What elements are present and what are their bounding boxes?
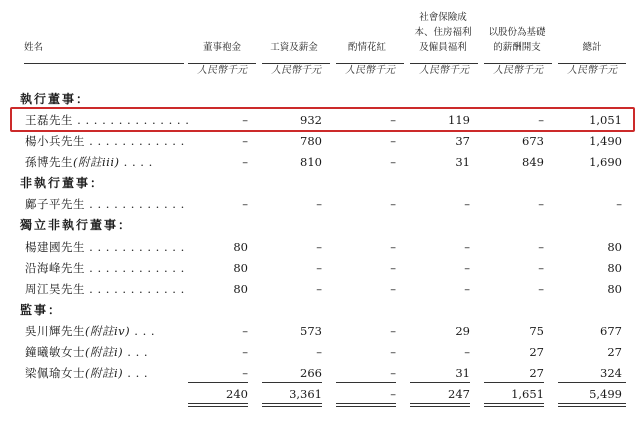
total-rule-2: [262, 382, 322, 383]
person-name: 周江昊先生: [25, 282, 85, 296]
leader-dots: . . . . . . . . . . . .: [85, 261, 185, 275]
double-rule-5a: [484, 403, 544, 404]
table-cell: –: [316, 282, 322, 296]
table-cell: –: [242, 197, 248, 211]
table-cell: –: [242, 155, 248, 169]
total-cell: –: [390, 387, 396, 401]
table-cell: –: [464, 282, 470, 296]
table-cell: –: [316, 261, 322, 275]
footnote-ref: (附註i): [85, 345, 124, 359]
total-rule-5: [484, 382, 544, 383]
table-cell: 31: [455, 155, 470, 169]
leader-dots: . . .: [130, 324, 156, 338]
table-cell: –: [390, 113, 396, 127]
person-name: 楊小兵先生: [25, 134, 85, 148]
table-cell: –: [390, 197, 396, 211]
table-cell: 780: [300, 134, 322, 148]
table-cell: 31: [455, 366, 470, 380]
footnote-ref: (附註i): [85, 366, 124, 380]
table-cell: –: [242, 324, 248, 338]
leader-dots: . . . . . . . . . . . . . .: [73, 113, 190, 127]
table-cell: 80: [233, 261, 248, 275]
row-name: [25, 322, 155, 340]
section-supervisors: 監事：: [20, 303, 63, 317]
table-cell: –: [464, 197, 470, 211]
unit-label: 人民幣千元: [197, 65, 247, 76]
table-cell: 677: [600, 324, 622, 338]
table-cell: 573: [300, 324, 322, 338]
unit-label: 人民幣千元: [493, 65, 543, 76]
name-column-header: 姓名: [24, 42, 44, 53]
table-cell: 80: [607, 240, 622, 254]
row-name: [25, 238, 185, 256]
table-cell: 27: [529, 345, 544, 359]
table-cell: –: [538, 113, 544, 127]
total-cell: 1,651: [511, 387, 544, 401]
table-cell: 75: [529, 324, 544, 338]
col-header-directors-fee: 董事袍金: [202, 42, 241, 53]
leader-dots: . . .: [123, 345, 149, 359]
table-cell: –: [242, 113, 248, 127]
col-header-share-based: 以股份為基礎 的薪酬開支: [488, 27, 546, 53]
table-cell: –: [464, 261, 470, 275]
table-cell: 849: [522, 155, 544, 169]
unit-label: 人民幣千元: [345, 65, 395, 76]
table-cell: 80: [607, 282, 622, 296]
total-cell: 240: [226, 387, 248, 401]
table-cell: 1,051: [589, 113, 622, 127]
leader-dots: . . . .: [119, 155, 153, 169]
table-cell: –: [390, 324, 396, 338]
table-cell: 27: [607, 345, 622, 359]
table-cell: –: [390, 345, 396, 359]
table-cell: 324: [600, 366, 622, 380]
person-name: 鄺子平先生: [25, 197, 85, 211]
table-cell: –: [538, 261, 544, 275]
leader-dots: . . . . . . . . . . . .: [85, 240, 185, 254]
footnote-ref: (附註iii): [73, 155, 120, 169]
table-cell: –: [464, 240, 470, 254]
table-cell: 37: [455, 134, 470, 148]
table-cell: –: [390, 366, 396, 380]
table-cell: 80: [233, 282, 248, 296]
table-cell: 80: [607, 261, 622, 275]
col-header-total: 總計: [582, 42, 602, 53]
double-rule-1b: [188, 406, 248, 407]
table-cell: 119: [448, 113, 470, 127]
table-cell: 673: [522, 134, 544, 148]
table-cell: 1,690: [589, 155, 622, 169]
double-rule-6a: [558, 403, 626, 404]
total-rule-4: [410, 382, 470, 383]
table-cell: –: [538, 282, 544, 296]
table-cell: –: [242, 134, 248, 148]
table-cell: 27: [529, 366, 544, 380]
row-name: [25, 343, 148, 361]
row-name: [25, 280, 185, 298]
table-cell: –: [390, 240, 396, 254]
table-cell: –: [538, 197, 544, 211]
unit-label: 人民幣千元: [567, 65, 617, 76]
total-cell: 5,499: [589, 387, 622, 401]
section-independent-directors: 獨立非執行董事：: [20, 218, 133, 232]
leader-dots: . . . . . . . . . . . .: [85, 282, 185, 296]
table-cell: –: [316, 345, 322, 359]
row-name: [25, 195, 185, 213]
double-rule-4b: [410, 406, 470, 407]
col-header-bonus: 酌情花紅: [347, 42, 386, 53]
table-cell: –: [242, 345, 248, 359]
table-cell: –: [390, 282, 396, 296]
person-name: 王磊先生: [25, 113, 73, 127]
person-name: 梁佩瑜女士: [25, 366, 85, 380]
double-rule-3a: [336, 403, 396, 404]
col-header-social-insurance: 社會保險成 本、住房福利 及僱員福利: [414, 12, 472, 53]
section-executive-directors: 執行董事：: [20, 92, 91, 106]
leader-dots: . . . . . . . . . . . .: [85, 134, 185, 148]
table-cell: –: [316, 197, 322, 211]
col-header-salaries: 工資及薪金: [270, 42, 318, 53]
footnote-ref: (附註iv): [85, 324, 131, 338]
table-cell: –: [316, 240, 322, 254]
table-cell: –: [390, 155, 396, 169]
table-cell: –: [390, 134, 396, 148]
table-cell: –: [242, 366, 248, 380]
total-rule-3: [336, 382, 396, 383]
total-rule-6: [558, 382, 626, 383]
table-cell: 1,490: [589, 134, 622, 148]
person-name: 吳川輝先生: [25, 324, 85, 338]
header-rule: [24, 63, 184, 64]
double-rule-1a: [188, 403, 248, 404]
person-name: 沿海峰先生: [25, 261, 85, 275]
table-cell: –: [464, 345, 470, 359]
table-cell: 80: [233, 240, 248, 254]
row-name: [25, 153, 153, 171]
double-rule-2b: [262, 406, 322, 407]
table-cell: –: [616, 197, 622, 211]
leader-dots: . . .: [123, 366, 149, 380]
double-rule-6b: [558, 406, 626, 407]
row-name: [25, 364, 148, 382]
double-rule-2a: [262, 403, 322, 404]
row-name: [25, 111, 189, 129]
double-rule-4a: [410, 403, 470, 404]
person-name: 孫博先生: [25, 155, 73, 169]
table-cell: 29: [455, 324, 470, 338]
unit-label: 人民幣千元: [271, 65, 321, 76]
person-name: 鐘曦敏女士: [25, 345, 85, 359]
table-cell: 932: [300, 113, 322, 127]
total-cell: 3,361: [289, 387, 322, 401]
table-cell: 266: [300, 366, 322, 380]
table-cell: –: [538, 240, 544, 254]
person-name: 楊建國先生: [25, 240, 85, 254]
table-cell: –: [390, 261, 396, 275]
leader-dots: . . . . . . . . . . . .: [85, 197, 185, 211]
total-cell: 247: [448, 387, 470, 401]
unit-label: 人民幣千元: [419, 65, 469, 76]
row-name: [25, 259, 185, 277]
total-rule-1: [188, 382, 248, 383]
double-rule-3b: [336, 406, 396, 407]
double-rule-5b: [484, 406, 544, 407]
section-non-executive-directors: 非執行董事：: [20, 176, 105, 190]
row-name: [25, 132, 185, 150]
table-cell: 810: [300, 155, 322, 169]
